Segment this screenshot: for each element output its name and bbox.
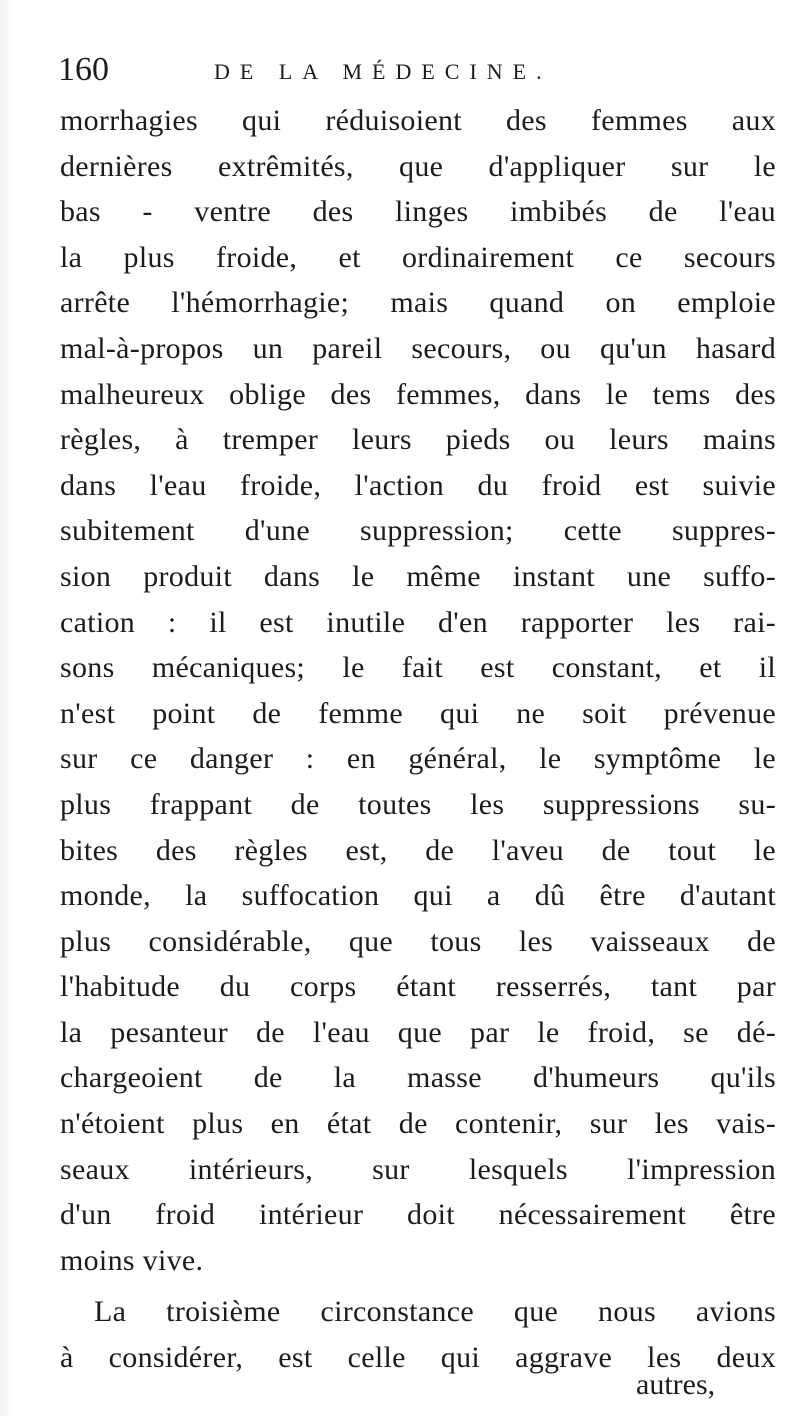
paragraph-last-line: moins vive. — [60, 1243, 204, 1277]
catchword: autres, — [636, 1368, 716, 1401]
text-line: morrhagies qui réduisoient des femmes aux — [60, 104, 776, 137]
text-line: malheureux oblige des femmes, dans le tems des — [60, 377, 776, 411]
running-head: DE LA MÉDECINE. — [214, 59, 552, 84]
text-line: arrête l'hémorrhagie; mais quand on emploie — [60, 286, 776, 320]
text-line: la plus froide, et ordinairement ce secours — [60, 240, 776, 274]
text-line: bites des règles est, de l'aveu de tout le — [60, 833, 776, 867]
text-line: règles, à tremper leurs pieds ou leurs mains — [60, 423, 776, 457]
text-line: sion produit dans le même instant une suffo- — [60, 559, 776, 593]
page-number: 160 — [58, 51, 109, 88]
text-line: à considérer, est celle qui aggrave les deux — [60, 1341, 776, 1375]
text-line: sur ce danger : en général, le symptôme le — [60, 742, 776, 776]
text-line: d'un froid intérieur doit nécessairement être — [60, 1198, 776, 1232]
paragraph-first-line: La troisième circonstance que nous avions — [94, 1295, 776, 1329]
body-text — [60, 98, 776, 1381]
text-line: seaux intérieurs, sur lesquels l'impression — [60, 1152, 776, 1186]
text-line: cation : il est inutile d'en rapporter les rai- — [60, 605, 776, 639]
text-line: dernières extrêmités, que d'appliquer sur le — [60, 149, 776, 183]
text-line: sons mécaniques; le fait est constant, et il — [60, 651, 776, 685]
text-line: mal-à-propos un pareil secours, ou qu'un hasard — [60, 331, 776, 365]
text-line: n'est point de femme qui ne soit prévenue — [60, 696, 776, 730]
text-line: plus frappant de toutes les suppressions su- — [60, 787, 776, 821]
page-header — [58, 50, 778, 90]
text-line: la pesanteur de l'eau que par le froid, se dé- — [60, 1015, 776, 1049]
page-edge-shadow — [0, 0, 14, 1416]
text-line: n'étoient plus en état de contenir, sur les vais- — [60, 1107, 776, 1141]
text-line: dans l'eau froide, l'action du froid est suivie — [60, 468, 776, 502]
text-line: chargeoient de la masse d'humeurs qu'ils — [60, 1061, 776, 1095]
text-line: bas - ventre des linges imbibés de l'eau — [60, 195, 776, 229]
text-line: monde, la suffocation qui a dû être d'autant — [60, 879, 776, 913]
text-line: subitement d'une suppression; cette suppres- — [60, 514, 776, 548]
text-line: l'habitude du corps étant resserrés, tant par — [60, 970, 776, 1004]
text-line: plus considérable, que tous les vaisseaux de — [60, 924, 776, 958]
